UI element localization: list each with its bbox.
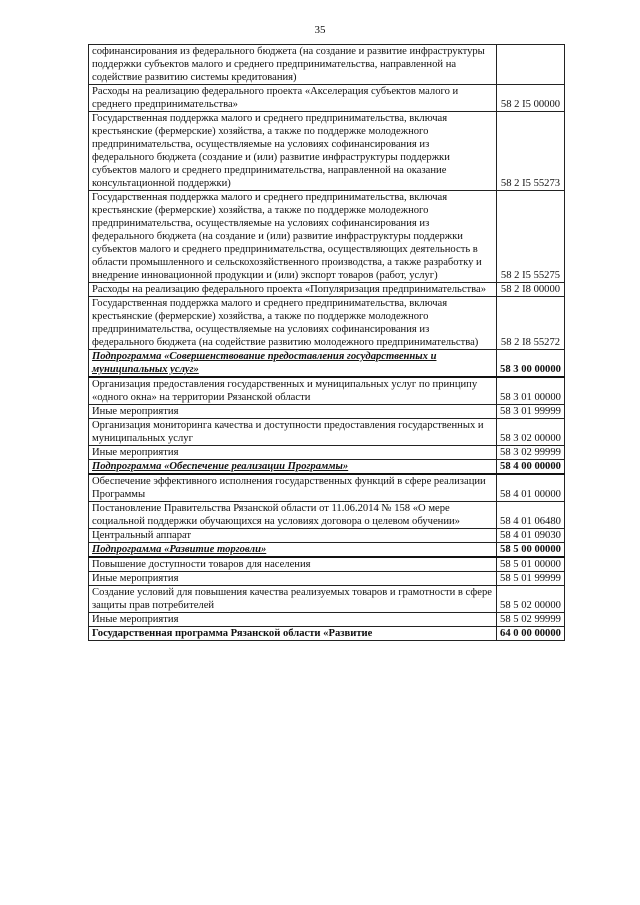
table-row xyxy=(89,572,565,586)
row-code: 58 3 00 00000 xyxy=(497,350,565,378)
row-code: 58 5 02 99999 xyxy=(497,613,565,627)
table-row xyxy=(89,502,565,529)
row-description: Обеспечение эффективного исполнения государственных функций в сфере реализации Программы xyxy=(89,474,497,502)
row-code: 64 0 00 00000 xyxy=(497,627,565,641)
row-description: Создание условий для повышения качества реализуемых товаров и грамотности в сфере защиты прав потребителей xyxy=(89,586,497,613)
row-description: Расходы на реализацию федерального проекта «Акселерация субъектов малого и среднего предпринимательства» xyxy=(89,85,497,112)
table-row xyxy=(89,45,565,85)
row-code: 58 5 00 00000 xyxy=(497,543,565,558)
page-number: 35 xyxy=(314,24,326,36)
row-code: 58 2 I5 00000 xyxy=(497,85,565,112)
row-description: Иные мероприятия xyxy=(89,613,497,627)
table-row xyxy=(89,474,565,502)
table-row xyxy=(89,586,565,613)
table-row xyxy=(89,529,565,543)
row-code: 58 2 I5 55275 xyxy=(497,191,565,283)
subprogram-row xyxy=(89,350,565,378)
row-code: 58 2 I8 55272 xyxy=(497,297,565,350)
row-code: 58 3 01 99999 xyxy=(497,405,565,419)
table-row xyxy=(89,377,565,405)
table-row xyxy=(89,191,565,283)
row-code: 58 3 01 00000 xyxy=(497,377,565,405)
row-description: Иные мероприятия xyxy=(89,572,497,586)
row-description: софинансирования из федерального бюджета (на создание и развитие инфраструктуры поддержки субъектов малого и среднего предпринимательства, направленной на содействие развитию системы кредитования) xyxy=(89,45,497,85)
row-code: 58 2 I8 00000 xyxy=(497,283,565,297)
row-description: Подпрограмма «Совершенствование предоставления государственных и муниципальных услуг» xyxy=(89,350,497,378)
table-row xyxy=(89,419,565,446)
table-row xyxy=(89,446,565,460)
table-row xyxy=(89,405,565,419)
row-description: Центральный аппарат xyxy=(89,529,497,543)
table-row xyxy=(89,85,565,112)
row-code: 58 4 00 00000 xyxy=(497,460,565,475)
row-code xyxy=(497,45,565,85)
budget-classification-table xyxy=(88,44,565,641)
row-description: Повышение доступности товаров для населения xyxy=(89,557,497,572)
row-description: Иные мероприятия xyxy=(89,405,497,419)
table-row xyxy=(89,297,565,350)
table-row xyxy=(89,613,565,627)
row-code: 58 4 01 06480 xyxy=(497,502,565,529)
row-code: 58 3 02 00000 xyxy=(497,419,565,446)
row-description: Государственная программа Рязанской области «Развитие xyxy=(89,627,497,641)
row-description: Иные мероприятия xyxy=(89,446,497,460)
row-description: Подпрограмма «Развитие торговли» xyxy=(89,543,497,558)
row-description: Расходы на реализацию федерального проекта «Популяризация предпринимательства» xyxy=(89,283,497,297)
table-row xyxy=(89,283,565,297)
row-description: Постановление Правительства Рязанской области от 11.06.2014 № 158 «О мере социальной поддержки обучающихся на условиях договора о целевом обучении» xyxy=(89,502,497,529)
row-code: 58 2 I5 55273 xyxy=(497,112,565,191)
row-description: Государственная поддержка малого и среднего предпринимательства, включая крестьянские (фермерские) хозяйства, а также по поддержке молодежного предпринимательства, осуществляемые на условиях софинансирования из федерального бюджета (на создание и (или) развитие инфраструктуры поддержки субъектов малого и среднего предпринимательства, осуществляющих деятельность в области промышленного и сельскохозяйственного производства, а также разработку и внедрение инновационной продукции и (или) экспорт товаров (работ, услуг) xyxy=(89,191,497,283)
row-code: 58 3 02 99999 xyxy=(497,446,565,460)
row-description: Организация мониторинга качества и доступности предоставления государственных и муниципальных услуг xyxy=(89,419,497,446)
table-row xyxy=(89,112,565,191)
row-description: Подпрограмма «Обеспечение реализации Программы» xyxy=(89,460,497,475)
row-description: Организация предоставления государственных и муниципальных услуг по принципу «одного окна» на территории Рязанской области xyxy=(89,377,497,405)
subprogram-row xyxy=(89,460,565,475)
program-row xyxy=(89,627,565,641)
row-description: Государственная поддержка малого и среднего предпринимательства, включая крестьянские (фермерские) хозяйства, а также по поддержке молодежного предпринимательства, осуществляемые на условиях софинансирования из федерального бюджета (на содействие развитию молодежного предпринимательства) xyxy=(89,297,497,350)
row-code: 58 5 02 00000 xyxy=(497,586,565,613)
subprogram-row xyxy=(89,543,565,558)
row-code: 58 5 01 00000 xyxy=(497,557,565,572)
row-description: Государственная поддержка малого и среднего предпринимательства, включая крестьянские (фермерские) хозяйства, а также по поддержке молодежного предпринимательства, осуществляемые на условиях софинансирования из федерального бюджета (создание и (или) развитие инфраструктуры поддержки субъектов малого и среднего предпринимательства, направленной на оказание консультационной поддержки) xyxy=(89,112,497,191)
table-row xyxy=(89,557,565,572)
row-code: 58 4 01 00000 xyxy=(497,474,565,502)
row-code: 58 5 01 99999 xyxy=(497,572,565,586)
row-code: 58 4 01 09030 xyxy=(497,529,565,543)
